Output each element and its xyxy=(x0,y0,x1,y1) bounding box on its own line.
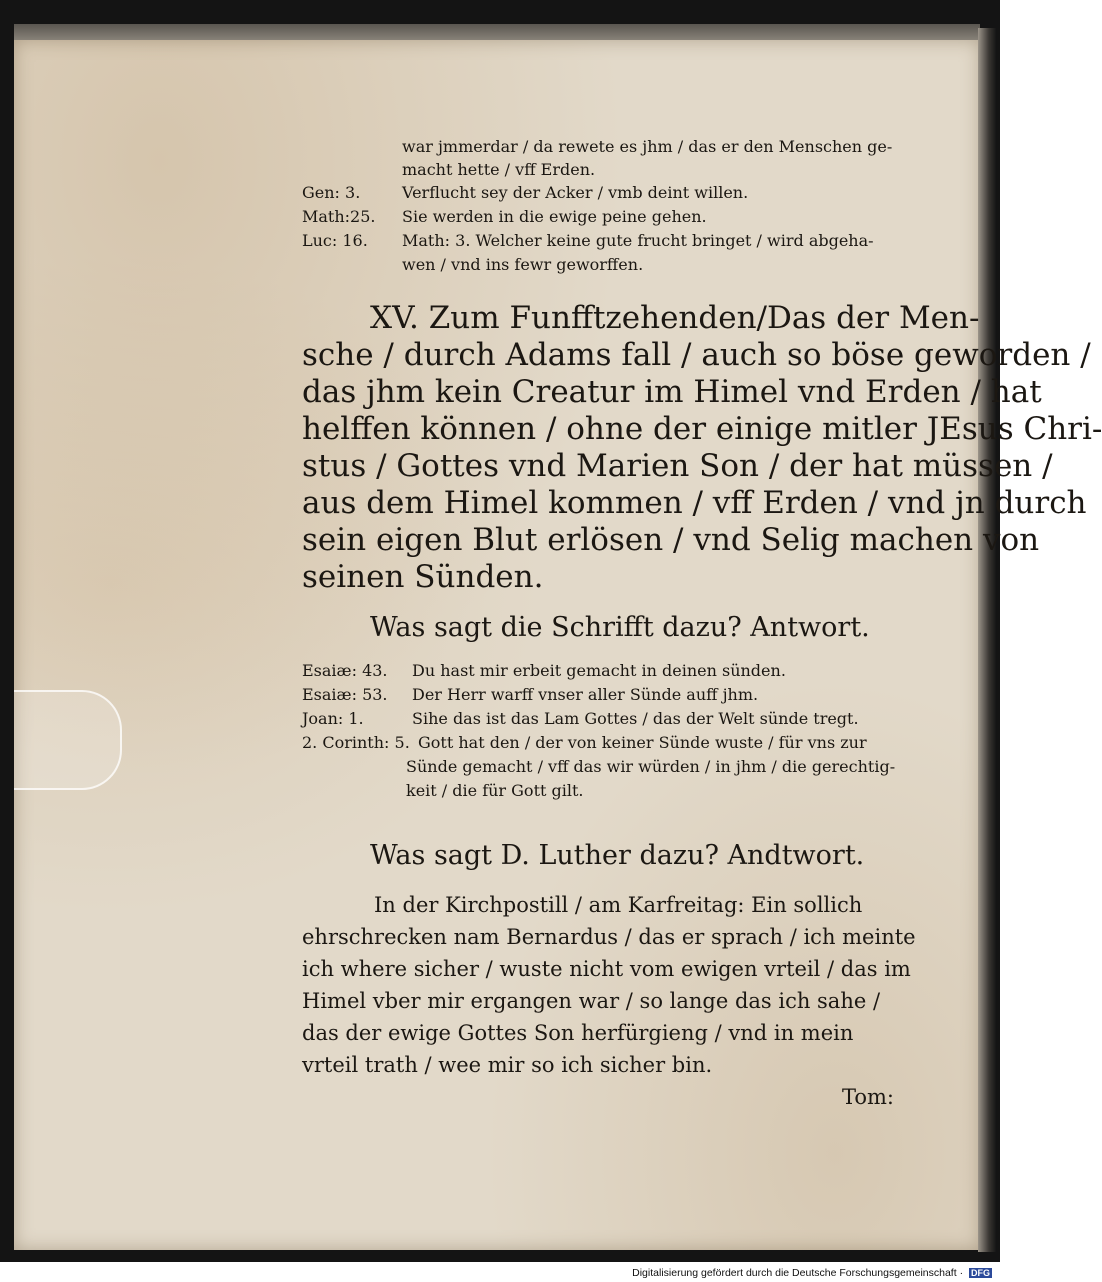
question-heading: Was sagt die Schrifft dazu? Antwort. xyxy=(370,612,870,643)
bible-ref: Luc: 16. xyxy=(302,231,368,250)
book-right-edge xyxy=(978,28,996,1252)
dfg-logo: DFG xyxy=(971,1268,990,1279)
bible-text: Sie werden in die ewige peine gehen. xyxy=(402,207,707,226)
bible-text: Du hast mir erbeit gemacht in deinen sünden. xyxy=(412,661,786,680)
heading-line: aus dem Himel kommen / vff Erden / vnd jn durch xyxy=(302,485,1087,521)
bible-ref: 2. Corinth: 5. xyxy=(302,733,410,752)
bible-ref: Esaiæ: 43. xyxy=(302,661,388,680)
bible-text: Math: 3. Welcher keine gute frucht bringet / wird abgeha- xyxy=(402,231,874,250)
page-clip xyxy=(14,690,122,790)
bible-text: Sihe das ist das Lam Gottes / das der Welt sünde tregt. xyxy=(412,709,859,728)
footer-credit: Digitalisierung gefördert durch die Deutsche Forschungsgemeinschaft · DFG xyxy=(632,1267,990,1279)
heading-line: sein eigen Blut erlösen / vnd Selig machen von xyxy=(302,522,1040,558)
footer-text: Digitalisierung gefördert durch die Deutsche Forschungsgemeinschaft xyxy=(632,1267,957,1279)
bible-text: Gott hat den / der von keiner Sünde wuste / für vns zur xyxy=(418,733,867,752)
heading-line: helffen können / ohne der einige mitler JEsus Chri- xyxy=(302,411,1102,447)
bible-ref: Joan: 1. xyxy=(302,709,364,728)
bible-ref: Math:25. xyxy=(302,207,376,226)
heading-line: stus / Gottes vnd Marien Son / der hat müssen / xyxy=(302,448,1053,484)
text-line: vrteil trath / wee mir so ich sicher bin. xyxy=(302,1053,713,1077)
question-heading: Was sagt D. Luther dazu? Andtwort. xyxy=(370,840,865,871)
text-line: war jmmerdar / da rewete es jhm / das er den Menschen ge- xyxy=(402,137,893,156)
text-line: macht hette / vff Erden. xyxy=(402,160,596,179)
text-line: Sünde gemacht / vff das wir würden / in jhm / die gerechtig- xyxy=(406,757,896,776)
text-line: In der Kirchpostill / am Karfreitag: Ein sollich xyxy=(374,893,863,917)
heading-line: das jhm kein Creatur im Himel vnd Erden / hat xyxy=(302,374,1042,410)
text-line: Himel vber mir ergangen war / so lange das ich sahe / xyxy=(302,989,881,1013)
heading-line: XV. Zum Funfftzehenden/Das der Men- xyxy=(370,300,980,336)
text-line: keit / die für Gott gilt. xyxy=(406,781,584,800)
bible-ref: Esaiæ: 53. xyxy=(302,685,388,704)
text-line: ich where sicher / wuste nicht vom ewigen vrteil / das im xyxy=(302,957,911,981)
bible-ref: Gen: 3. xyxy=(302,183,361,202)
catchword: Tom: xyxy=(842,1085,895,1109)
text-line: wen / vnd ins fewr geworffen. xyxy=(402,255,644,274)
text-line: ehrschrecken nam Bernardus / das er sprach / ich meinte xyxy=(302,925,916,949)
text-line: das der ewige Gottes Son herfürgieng / vnd in mein xyxy=(302,1021,854,1045)
heading-line: seinen Sünden. xyxy=(302,559,544,595)
heading-line: sche / durch Adams fall / auch so böse geworden / xyxy=(302,337,1091,373)
bible-text: Verflucht sey der Acker / vmb deint willen. xyxy=(402,183,749,202)
bible-text: Der Herr warff vnser aller Sünde auff jhm. xyxy=(412,685,759,704)
